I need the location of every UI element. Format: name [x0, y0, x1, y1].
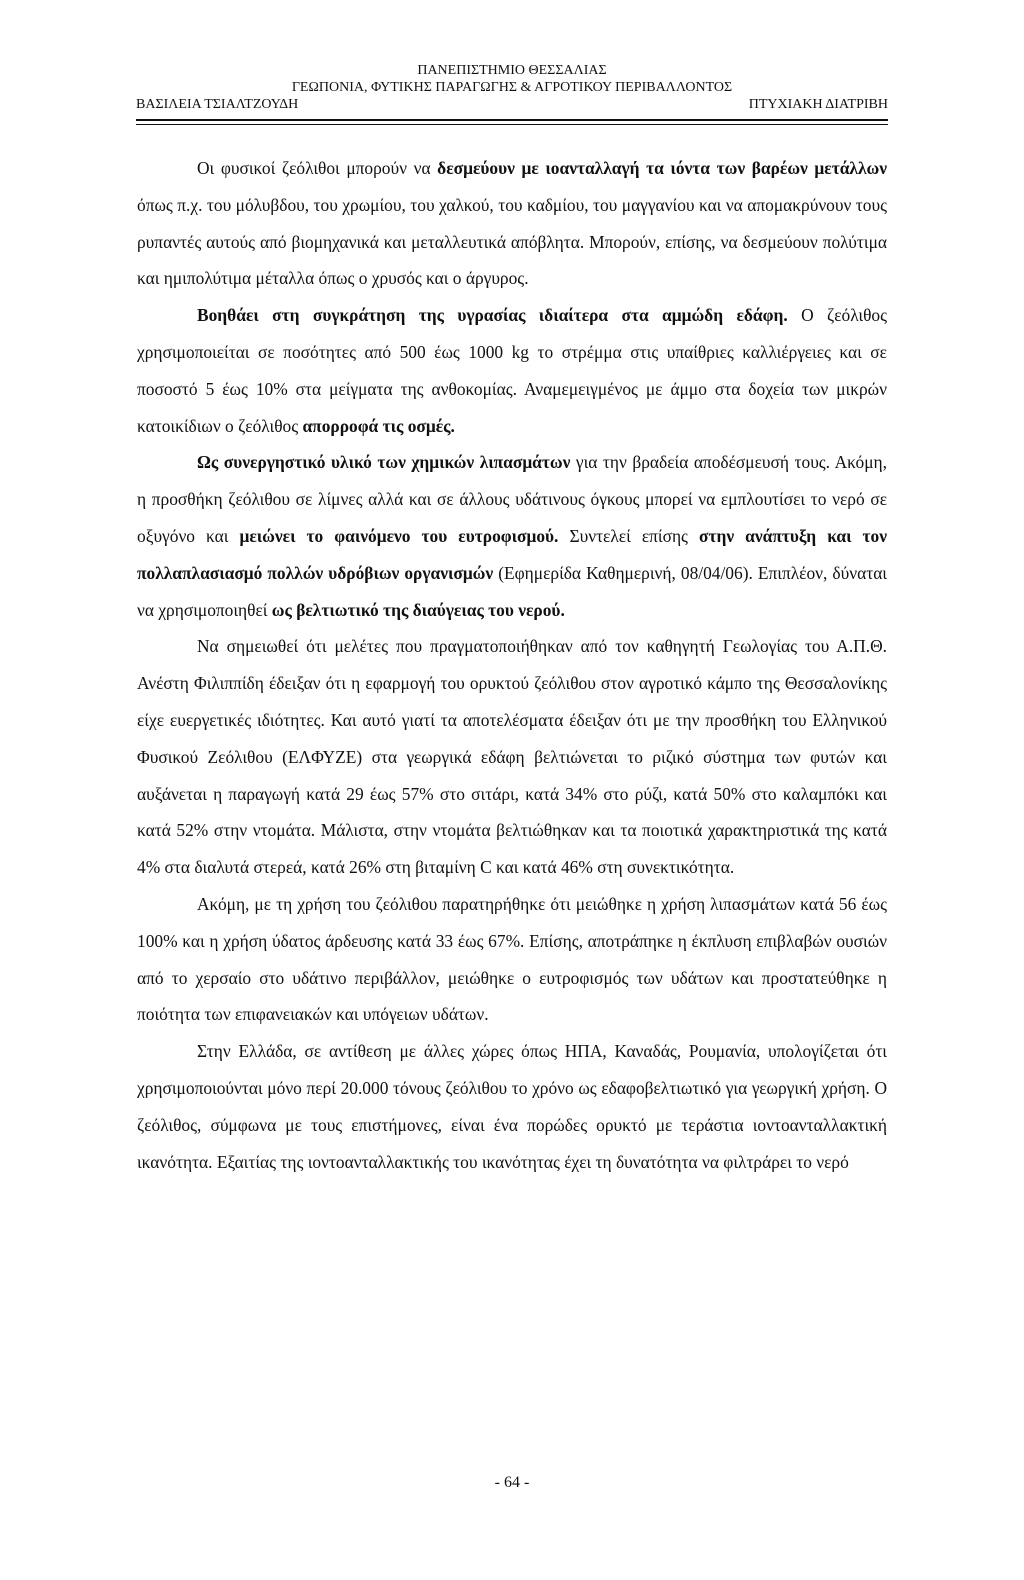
paragraph — [137, 444, 887, 628]
text-run: Οι φυσικοί ζεόλιθοι μπορούν να — [197, 158, 438, 178]
header-doc-type: ΠΤΥΧΙΑΚΗ ΔΙΑΤΡΙΒΗ — [748, 97, 888, 112]
header-rule-thin — [136, 124, 888, 125]
paragraph — [137, 886, 887, 1033]
header-department: ΓΕΩΠΟΝΙΑ, ΦΥΤΙΚΗΣ ΠΑΡΑΓΩΓΗΣ & ΑΓΡΟΤΙΚΟΥ ΠΕΡΙΒΑΛΛΟΝΤΟΣ — [291, 80, 733, 95]
page-header — [136, 62, 888, 113]
text-run: Ο ζεόλιθος χρησιμοποιείται σε ποσότητες από 500 έως 1000 kg το στρέμμα στις υπαίθριες καλλιέργειες και σε ποσοστό 5 έως 10% στα μείγματα της ανθοκομίας. Αναμεμειγμένος με άμμο στα δοχεία των μικρών κατοικίδιων ο ζεόλιθος — [137, 305, 888, 436]
text-run: Στην Ελλάδα, σε αντίθεση με άλλες χώρες όπως ΗΠΑ, Καναδάς, Ρουμανία, υπολογίζεται ότι χρησιμοποιούνται μόνο περί 20.000 τόνους ζεόλιθου το χρόνο ως εδαφοβελτιωτικό για γεωργική χρήση. Ο ζεόλιθος, σύμφωνα με τους επιστήμονες, είναι ένα πορώδες ορυκτό με τεράστια ιοντοανταλλακτική ικανότητα. Εξαιτίας της ιοντοανταλλακτικής του ικανότητας έχει τη δυνατότητα να φιλτράρει το νερό — [137, 1041, 887, 1172]
header-author: ΒΑΣΙΛΕΙΑ ΤΣΙΑΛΤΖΟΥΔΗ — [136, 97, 299, 112]
header-university: ΠΑΝΕΠΙΣΤΗΜΙΟ ΘΕΣΣΑΛΙΑΣ — [417, 63, 607, 78]
paragraph — [137, 150, 887, 297]
text-run: όπως π.χ. του μόλυβδου, του χρωμίου, του χαλκού, του καδμίου, του μαγγανίου και να απομακρύνουν τους ρυπαντές αυτούς από βιομηχανικά και μεταλλευτικά απόβλητα. Μπορούν, επίσης, να δεσμεύουν πολύτιμα και ημιπολύτιμα μέταλλα όπως ο χρυσός και ο άργυρος. — [137, 194, 887, 289]
bold-text: μειώνει το φαινόμενο του ευτροφισμού. — [239, 525, 559, 546]
bold-text: Βοηθάει στη συγκράτηση της υγρασίας ιδιαίτερα στα αμμώδη εδάφη. — [197, 305, 788, 326]
paragraph — [137, 297, 887, 444]
page-number: - 64 - — [494, 1474, 530, 1491]
text-run: Να σημειωθεί ότι μελέτες που πραγματοποιήθηκαν από τον καθηγητή Γεωλογίας του Α.Π.Θ. Ανέστη Φιλιππίδη έδειξαν ότι η εφαρμογή του ορυκτού ζεόλιθου στον αγροτικό κάμπο της Θεσσαλονίκης είχε ευεργετικές ιδιότητες. Και αυτό γιατί τα αποτελέσματα έδειξαν ότι με την προσθήκη του Ελληνικού Φυσικού Ζεόλιθου (ΕΛΦΥΖΕ) στα γεωργικά εδάφη βελτιώνεται το ριζικό σύστημα των φυτών και αυξάνεται η παραγωγή κατά 29 έως 57% στο σιτάρι, κατά 34% στο ρύζι, κατά 50% στο καλαμπόκι και κατά 52% στην ντομάτα. Μάλιστα, στην ντομάτα βελτιώθηκαν και τα ποιοτικά χαρακτηριστικά της κατά 4% στα διαλυτά στερεά, κατά 26% στη βιταμίνη C και κατά 46% στη συνεκτικότητα. — [137, 636, 887, 878]
header-rule-thick — [136, 119, 888, 121]
bold-text: δεσμεύουν με ιοανταλλαγή τα ιόντα των βαρέων μετάλλων — [437, 158, 887, 178]
paragraph — [137, 1033, 887, 1180]
bold-text: απορροφά τις οσμές. — [302, 415, 455, 436]
body-text — [137, 150, 887, 1180]
text-run: για την βραδεία αποδέσμευσή τους. Ακόμη, η προσθήκη ζεόλιθου σε λίμνες αλλά και σε άλλους υδάτινους όγκους μπορεί να εμπλουτίσει το νερό σε οξυγόνο και — [137, 452, 887, 546]
text-run: Ακόμη, με τη χρήση του ζεόλιθου παρατηρήθηκε ότι μειώθηκε η χρήση λιπασμάτων κατά 56 έως 100% και η χρήση ύδατος άρδευσης κατά 33 έως 67%. Επίσης, αποτράπηκε η έκπλυση επιβλαβών ουσιών από το χερσαίο στο υδάτινο περιβάλλον, μειώθηκε ο ευτροφισμός των υδάτων και προστατεύθηκε η ποιότητα των επιφανειακών και υπόγειων υδάτων. — [137, 893, 887, 1025]
header-row — [136, 96, 888, 113]
paragraph — [137, 628, 887, 886]
text-run: Συντελεί επίσης — [558, 525, 699, 546]
bold-text: ως βελτιωτικό της διαύγειας του νερού. — [271, 599, 565, 620]
text-run: (Εφημερίδα Καθημερινή, 08/04/06). Επιπλέον, δύναται να χρησιμοποιηθεί — [137, 562, 887, 620]
bold-text: στην ανάπτυξη και τον πολλαπλασιασμό πολλών υδρόβιων οργανισμών — [137, 525, 887, 583]
bold-text: Ως συνεργηστικό υλικό των χημικών λιπασμάτων — [197, 452, 571, 473]
